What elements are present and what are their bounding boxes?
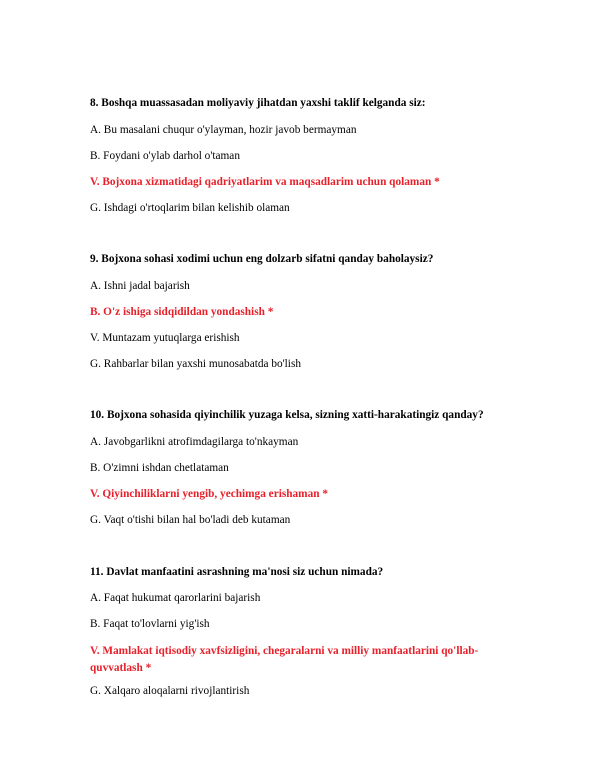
option-a: A. Ishni jadal bajarish (90, 280, 190, 292)
option-b-correct: B. O'z ishiga sidqidildan yondashish * (90, 306, 274, 318)
option-b: B. Foydani o'ylab darhol o'taman (90, 150, 240, 162)
option-g: G. Rahbarlar bilan yaxshi munosabatda bo'lish (90, 358, 301, 370)
option-a: A. Javobgarlikni atrofimdagilarga to'nkayman (90, 436, 299, 448)
option-v-correct: V. Qiyinchiliklarni yengib, yechimga erishaman * (90, 488, 328, 500)
question-title: 9. Bojxona sohasi xodimi uchun eng dolzarb sifatni qanday baholaysiz? (90, 253, 434, 265)
option-g: G. Xalqaro aloqalarni rivojlantirish (90, 685, 250, 697)
question-title: 8. Boshqa muassasadan moliyaviy jihatdan yaxshi taklif kelganda siz: (90, 97, 426, 109)
option-a: A. Bu masalani chuqur o'ylayman, hozir javob bermayman (90, 124, 357, 136)
option-b: B. O'zimni ishdan chetlataman (90, 462, 229, 474)
option-a: A. Faqat hukumat qarorlarini bajarish (90, 592, 261, 604)
option-v-correct: V. Bojxona xizmatidagi qadriyatlarim va maqsadlarim uchun qolaman * (90, 176, 440, 188)
option-v: V. Muntazam yutuqlarga erishish (90, 332, 240, 344)
question-title: 10. Bojxona sohasida qiyinchilik yuzaga kelsa, sizning xatti-harakatingiz qanday? (90, 409, 484, 421)
option-g: G. Vaqt o'tishi bilan hal bo'ladi deb kutaman (90, 514, 291, 526)
question-title: 11. Davlat manfaatini asrashning ma'nosi siz uchun nimada? (90, 566, 384, 578)
option-g: G. Ishdagi o'rtoqlarim bilan kelishib olaman (90, 202, 290, 214)
option-b: B. Faqat to'lovlarni yig'ish (90, 618, 210, 630)
option-v-correct: V. Mamlakat iqtisodiy xavfsizligini, chegaralarni va milliy manfaatlarini qo'llab-quvvatlash * (90, 645, 479, 674)
